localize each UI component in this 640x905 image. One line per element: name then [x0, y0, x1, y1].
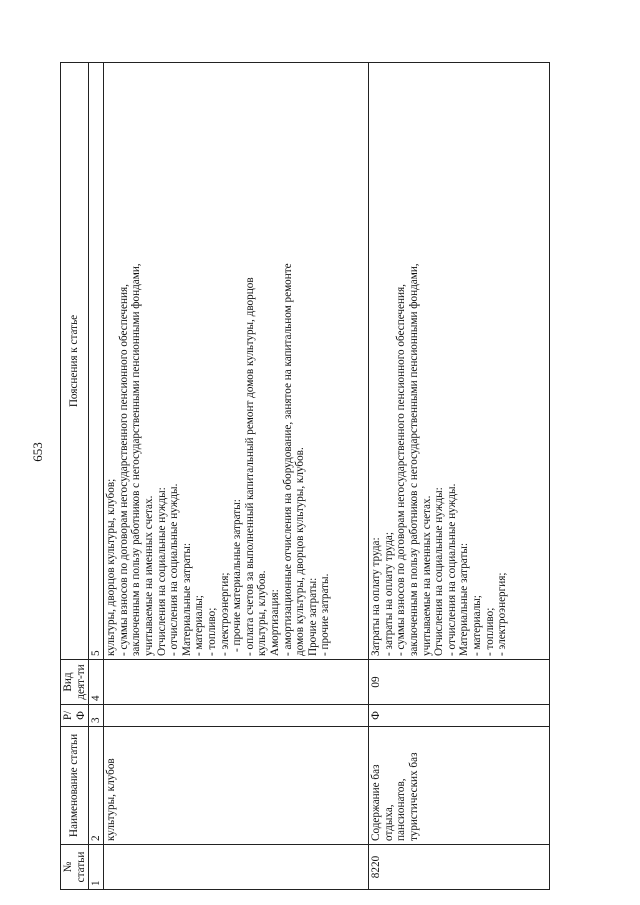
- explanation-line: - отчисления на социальные нужды.: [445, 483, 458, 656]
- article-name: [369, 727, 550, 845]
- explanation-line: - амортизационные отчисления на оборудование, занятое на капитальном ремонте: [281, 263, 294, 656]
- explanation-line: - прочие материальные затраты:: [231, 499, 244, 652]
- header-activity-type: Вид деят-ти: [61, 660, 89, 705]
- explanation-line: Прочие затраты:: [306, 577, 319, 656]
- article-code: 8220: [369, 845, 550, 890]
- column-number: 5: [89, 63, 104, 660]
- article-code: [104, 845, 369, 890]
- explanation-line: - материалы;: [470, 595, 483, 656]
- header-explanation: Пояснения к статье: [61, 63, 89, 660]
- explanation-line: - электроэнергия;: [218, 572, 231, 656]
- article-activity: [104, 660, 369, 705]
- column-number: 3: [89, 705, 104, 727]
- explanation-line: культуры, дворцов культуры, клубов;: [105, 478, 118, 656]
- table-row: [104, 63, 369, 890]
- article-name-line: Содержание баз отдыха,: [370, 764, 395, 841]
- explanation-line: домов культуры, дворцов культуры, клубов.: [294, 447, 307, 656]
- explanation-line: - суммы взносов по договорам негосударственного пенсионного обеспечения,: [395, 284, 408, 656]
- column-number-row: [89, 63, 104, 890]
- table-header-row: [61, 63, 89, 890]
- column-number: 1: [89, 845, 104, 890]
- page-number: 653: [30, 442, 45, 462]
- column-number: 2: [89, 727, 104, 845]
- explanation-line: Отчисления на социальные нужды:: [155, 487, 168, 656]
- explanation-line: - оплата счетов за выполненный капитальный ремонт домов культуры, дворцов: [243, 277, 256, 656]
- explanation-line: - отчисления на социальные нужды.: [168, 483, 181, 656]
- explanation-line: Материальные затраты:: [458, 543, 471, 656]
- table-row: [369, 63, 550, 890]
- explanation-line: учитываемые на именных счетах.: [420, 495, 433, 656]
- header-article-number: № статьи: [61, 845, 89, 890]
- article-rf: [104, 705, 369, 727]
- explanation-line: - прочие затраты.: [319, 573, 332, 656]
- explanation-line: учитываемые на именных счетах.: [142, 495, 155, 656]
- explanation-line: - топливо;: [205, 607, 218, 656]
- explanation-line: - электроэнергия;: [496, 572, 509, 656]
- header-article-name: Наименование статьи: [61, 727, 89, 845]
- explanation-line: - топливо;: [483, 607, 496, 656]
- explanation-line: Амортизация:: [268, 589, 281, 656]
- article-explanation: [104, 63, 369, 660]
- header-rf: Р/ Ф: [61, 705, 89, 727]
- explanation-line: заключенным в пользу работников с негосударственными пенсионными фондами,: [130, 263, 143, 656]
- explanation-line: - затраты на оплату труда;: [382, 532, 395, 656]
- article-rf: Ф: [369, 705, 550, 727]
- document-table-sheet: [60, 63, 530, 890]
- article-name: [104, 727, 369, 845]
- article-name-line: пансионатов,: [395, 778, 408, 841]
- explanation-line: - материалы;: [193, 595, 206, 656]
- column-number: 4: [89, 660, 104, 705]
- article-name-line: культуры, клубов: [105, 758, 118, 841]
- article-activity: 09: [369, 660, 550, 705]
- expense-articles-table: [60, 62, 550, 890]
- explanation-line: заключенным в пользу работников с негосударственными пенсионными фондами,: [407, 263, 420, 656]
- explanation-line: - суммы взносов по договорам негосударственного пенсионного обеспечения,: [117, 284, 130, 656]
- article-name-line: туристических баз: [407, 752, 420, 841]
- explanation-line: культуры, клубов.: [256, 570, 269, 656]
- explanation-line: Затраты на оплату труда:: [370, 537, 383, 656]
- explanation-line: Отчисления на социальные нужды:: [433, 487, 446, 656]
- article-explanation: [369, 63, 550, 660]
- explanation-line: Материальные затраты:: [180, 543, 193, 656]
